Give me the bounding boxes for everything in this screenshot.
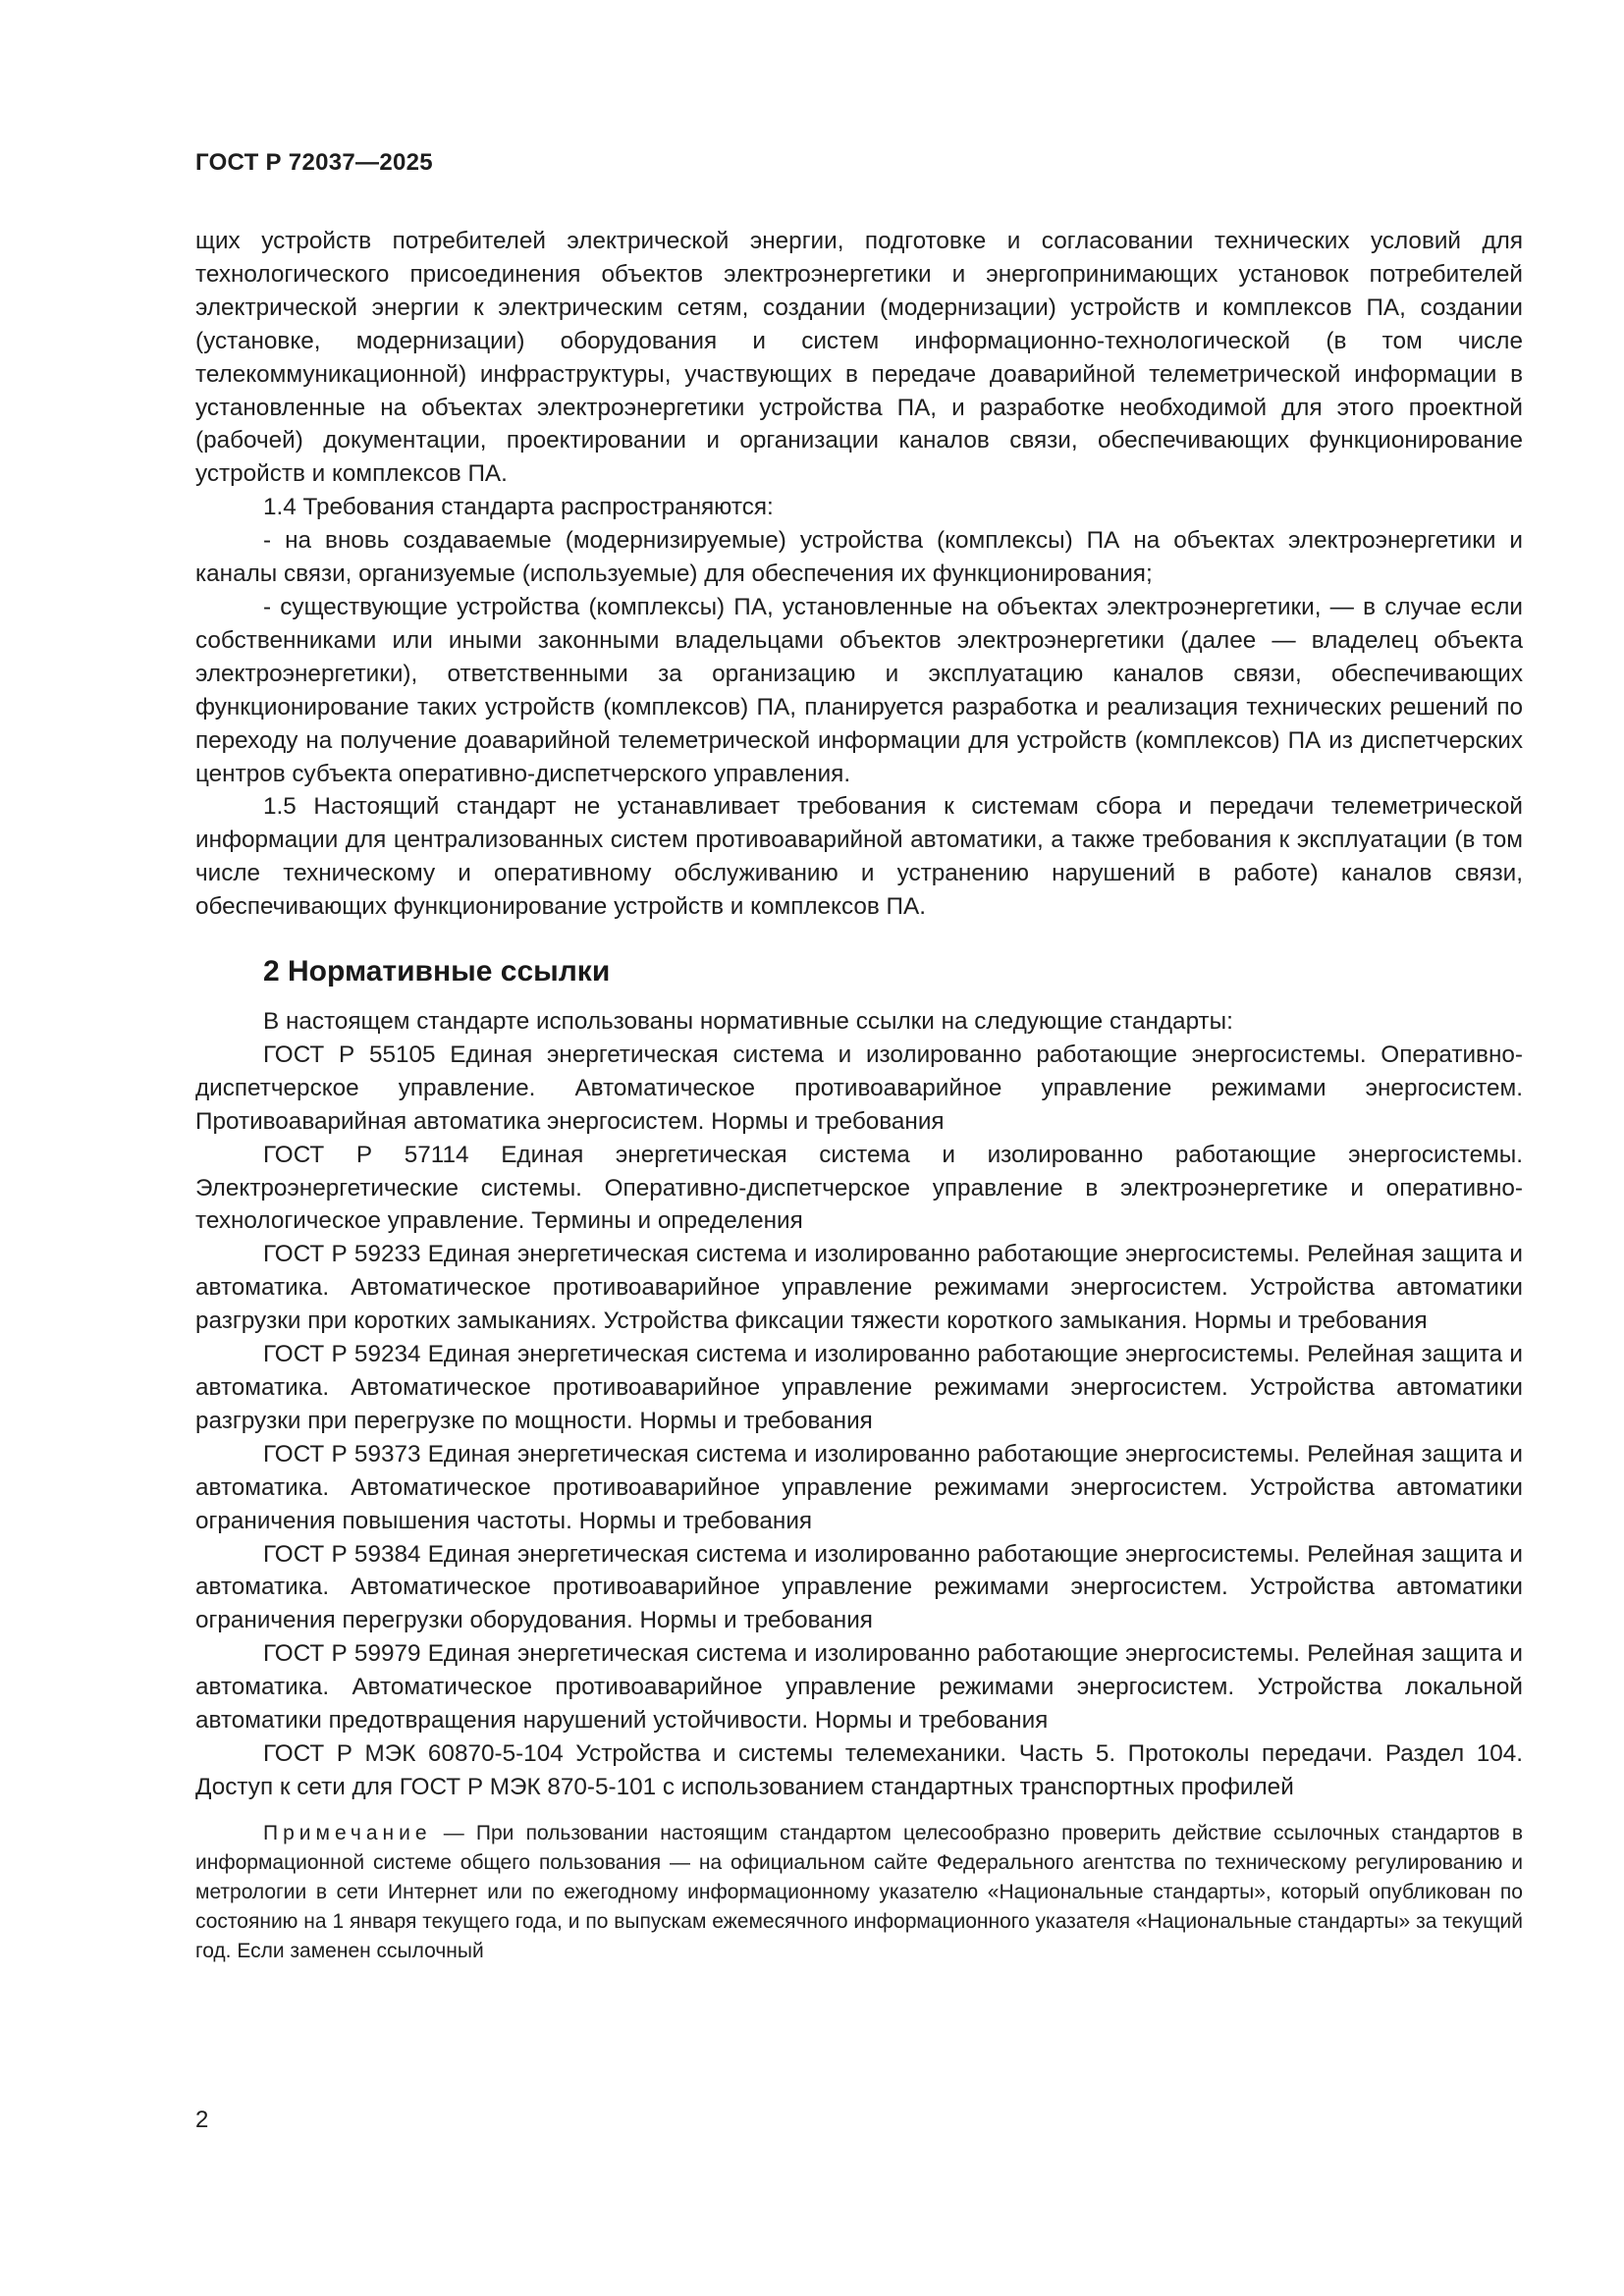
reference-item: ГОСТ Р 59373 Единая энергетическая система и изолированно работающие энергосистемы. Релейная защита и автоматика. Автоматическое противоаварийное управление режимами энергосистем. Устройства автоматики ограничения повышения частоты. Нормы и требования xyxy=(195,1440,1523,1534)
clause-1-4: 1.4 Требования стандарта распространяются: xyxy=(263,494,774,521)
document-body xyxy=(195,225,1523,1966)
reference-item: ГОСТ Р 59384 Единая энергетическая система и изолированно работающие энергосистемы. Релейная защита и автоматика. Автоматическое противоаварийное управление режимами энергосистем. Устройства автоматики ограничения перегрузки оборудования. Нормы и требования xyxy=(195,1540,1523,1634)
list-item: - существующие устройства (комплексы) ПА, установленные на объектах электроэнергетики, — в случае если собственниками или иными законными владельцами объектов электроэнергетики (далее — владелец объекта электроэнергетики), ответственными за организацию и эксплуатацию каналов связи, обеспечивающих функционирование таких устройств (комплексов) ПА, планируется разработка и реализация технических решений по переходу на получение доаварийной телеметрической информации для устройств (комплексов) ПА из диспетчерских центров субъекта оперативно-диспетчерского управления. xyxy=(195,593,1523,787)
note-text: — При пользовании настоящим стандартом целесообразно проверить действие ссылочных стандартов в информационной системе общего пользования — на официальном сайте Федерального агентства по техническому регулированию и метрологии в сети Интернет или по ежегодному информационному указателю «Национальные стандарты», который опубликован по состоянию на 1 января текущего года, и по выпускам ежемесячного информационного указателя «Национальные стандарты» за текущий год. Если заменен ссылочный xyxy=(195,1821,1523,1962)
clause-1-5: 1.5 Настоящий стандарт не устанавливает требования к системам сбора и передачи телеметрической информации для централизованных систем противоаварийной автоматики, а также требования к эксплуатации (в том числе техническому и оперативному обслуживанию и устранению нарушений в работе) каналов связи, обеспечивающих функционирование устройств и комплексов ПА. xyxy=(195,793,1523,921)
paragraph-continuation: щих устройств потребителей электрической энергии, подготовке и согласовании технических условий для технологического присоединения объектов электроэнергетики и энергопринимающих установок потребителей электрической энергии к электрическим сетям, создании (модернизации) устройств и комплексов ПА, создании (установке, модернизации) оборудования и систем информационно-технологической (в том числе телекоммуникационной) инфраструктуры, участвующих в передаче доаварийной телеметрической информации в установленные на объектах электроэнергетики устройства ПА, и разработке необходимой для этого проектной (рабочей) документации, проектировании и организации каналов связи, обеспечивающих функционирование устройств и комплексов ПА. xyxy=(195,228,1523,488)
note xyxy=(195,1819,1523,1966)
page-number: 2 xyxy=(195,2107,209,2133)
reference-item: ГОСТ Р 55105 Единая энергетическая система и изолированно работающие энергосистемы. Оперативно-диспетчерское управление. Автоматическое противоаварийное управление режимами энергосистем. Противоаварийная автоматика энергосистем. Нормы и требования xyxy=(195,1041,1523,1135)
reference-item: ГОСТ Р 59233 Единая энергетическая система и изолированно работающие энергосистемы. Релейная защита и автоматика. Автоматическое противоаварийное управление режимами энергосистем. Устройства автоматики разгрузки при коротких замыканиях. Устройства фиксации тяжести короткого замыкания. Нормы и требования xyxy=(195,1241,1523,1335)
document-header: ГОСТ Р 72037—2025 xyxy=(195,149,433,176)
section-heading: 2 Нормативные ссылки xyxy=(263,955,611,988)
reference-item: ГОСТ Р 57114 Единая энергетическая система и изолированно работающие энергосистемы. Электроэнергетические системы. Оперативно-диспетчерское управление в электроэнергетике и оперативно-технологическое управление. Термины и определения xyxy=(195,1141,1523,1235)
reference-item: ГОСТ Р 59979 Единая энергетическая система и изолированно работающие энергосистемы. Релейная защита и автоматика. Автоматическое противоаварийное управление режимами энергосистем. Устройства локальной автоматики предотвращения нарушений устойчивости. Нормы и требования xyxy=(195,1640,1523,1735)
reference-item: ГОСТ Р 59234 Единая энергетическая система и изолированно работающие энергосистемы. Релейная защита и автоматика. Автоматическое противоаварийное управление режимами энергосистем. Устройства автоматики разгрузки при перегрузке по мощности. Нормы и требования xyxy=(195,1341,1523,1434)
section-intro: В настоящем стандарте использованы нормативные ссылки на следующие стандарты: xyxy=(263,1008,1233,1036)
note-label: Примечание xyxy=(263,1821,432,1844)
list-item: - на вновь создаваемые (модернизируемые) устройства (комплексы) ПА на объектах электроэнергетики и каналы связи, организуемые (используемые) для обеспечения их функционирования; xyxy=(195,527,1523,588)
reference-item: ГОСТ Р МЭК 60870-5-104 Устройства и системы телемеханики. Часть 5. Протоколы передачи. Раздел 104. Доступ к сети для ГОСТ Р МЭК 870-5-101 с использованием стандартных транспортных профилей xyxy=(195,1739,1523,1800)
